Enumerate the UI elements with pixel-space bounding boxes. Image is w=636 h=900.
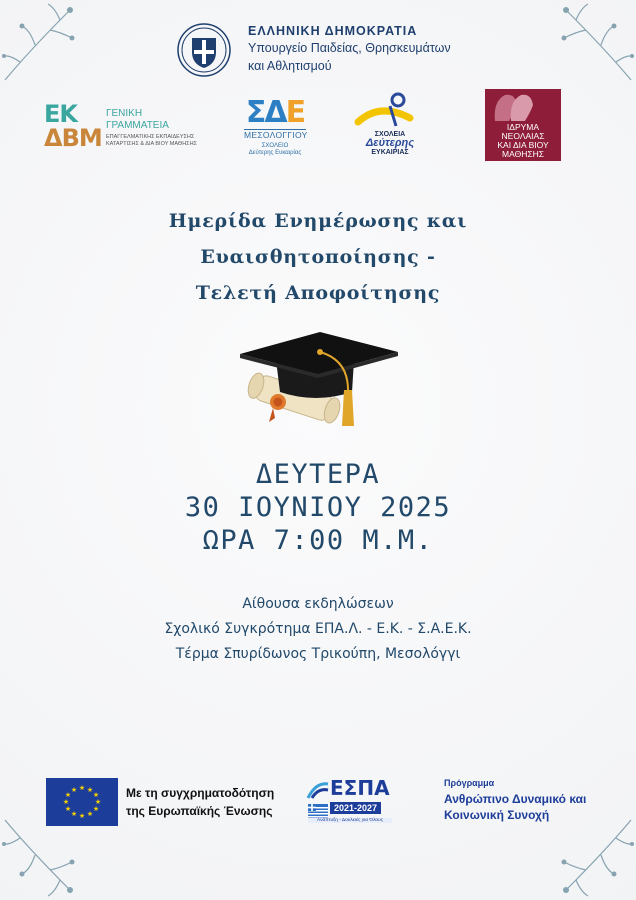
svg-text:★: ★ <box>70 810 78 818</box>
event-title-line-1: Ημερίδα Ενημέρωσης και <box>168 210 468 232</box>
event-day: ΔΕΥΤΕΡΑ <box>255 459 381 490</box>
ministry-line-1: Υπουργείο Παιδείας, Θρησκευμάτων <box>248 41 451 55</box>
espa-swoosh-icon <box>306 780 330 800</box>
eu-flag-icon <box>46 778 118 826</box>
program-name-2: Κοινωνική Συνοχή <box>444 808 550 822</box>
event-title-line-3: Τελετή Αποφοίτησης <box>195 282 441 304</box>
event-datetime <box>118 458 518 557</box>
greek-emblem-icon <box>176 22 232 78</box>
espa-word: ΕΣΠΑ <box>330 776 390 800</box>
svg-text:★: ★ <box>70 786 78 794</box>
event-title-line-2: Ευαισθητοποίησης - <box>200 246 436 268</box>
profiles-icon <box>485 89 561 123</box>
ekdbm-line-2: ΓΡΑΜΜΑΤΕΙΑ <box>106 120 169 131</box>
svg-text:★: ★ <box>92 805 100 813</box>
svg-text:★: ★ <box>92 791 100 799</box>
svg-text:★: ★ <box>86 786 94 794</box>
event-title <box>80 203 556 311</box>
svg-text:★: ★ <box>86 810 94 818</box>
espa-years: 2021-2027 <box>330 802 381 814</box>
venue-block <box>90 592 546 667</box>
ekdbm-small-1: ΕΠΑΓΓΕΛΜΑΤΙΚΗΣ ΕΚΠΑΙΔΕΥΣΗΣ <box>106 134 195 140</box>
ministry-line-2: και Αθλητισμού <box>248 59 332 73</box>
program-block <box>444 778 586 823</box>
sde-sub-2: Δεύτερης Ευκαιρίας <box>248 150 302 156</box>
ined-line-2: ΝΕΟΛΑΙΑΣ <box>501 131 545 141</box>
ekdbm-small-2: ΚΑΤΑΡΤΙΣΗΣ & ΔΙΑ ΒΙΟΥ ΜΑΘΗΣΗΣ <box>106 141 197 147</box>
eu-line-2: της Ευρωπαϊκής Ένωσης <box>126 804 273 818</box>
funding-footer <box>0 770 636 840</box>
sxol-line-2: Δεύτερης <box>365 137 415 149</box>
event-time: ΩΡΑ 7:00 Μ.Μ. <box>202 525 434 556</box>
sde-sub-1: ΣΧΟΛΕΙΟ <box>261 143 289 149</box>
program-label: Πρόγραμμα <box>444 778 495 788</box>
svg-text:★: ★ <box>64 791 72 799</box>
eu-line-1: Με τη συγχρηματοδότηση <box>126 786 275 800</box>
ined-line-4: ΜΑΘΗΣΗΣ <box>502 149 544 159</box>
ministry-header <box>176 22 516 78</box>
svg-text:★: ★ <box>78 784 86 792</box>
ined-line-1: ΙΔΡΥΜΑ <box>506 122 540 132</box>
venue-line-1: Αίθουσα εκδηλώσεων <box>242 596 394 612</box>
venue-line-2: Σχολικό Συγκρότημα ΕΠΑ.Λ. - Ε.Κ. - Σ.Α.Ε.Κ. <box>164 621 472 637</box>
sde-logo <box>240 95 310 164</box>
ekdbm-mark: ΕΚ ΔΒΜ <box>44 100 102 152</box>
program-name-1: Ανθρώπινο Δυναμικό και <box>444 792 587 806</box>
republic-title: ΕΛΛΗΝΙΚΗ ΔΗΜΟΚΡΑΤΙΑ <box>248 24 418 38</box>
ekdbm-line-1: ΓΕΝΙΚΗ <box>106 108 143 119</box>
floral-corner-top-left <box>0 0 90 90</box>
graduation-cap-icon <box>236 330 402 435</box>
sde-mark: ΣΔΕ <box>245 95 305 130</box>
venue-line-3: Τέρμα Σπυρίδωνος Τρικούπη, Μεσολόγγι <box>175 646 461 662</box>
svg-text:★: ★ <box>94 798 102 806</box>
svg-text:★: ★ <box>78 812 86 820</box>
greek-flag-icon <box>308 804 328 818</box>
figure-swoosh-icon <box>350 92 428 132</box>
svg-text:★: ★ <box>62 798 70 806</box>
sxol-line-1: ΣΧΟΛΕΙΑ <box>374 131 406 138</box>
ekdbm-logo <box>44 102 204 154</box>
sde-city: ΜΕΣΟΛΟΓΓΙΟΥ <box>244 130 308 140</box>
sxol-line-3: ΕΥΚΑΙΡΙΑΣ <box>371 149 409 156</box>
event-date: 30 ΙΟΥΝΙΟΥ 2025 <box>184 492 452 523</box>
second-chance-schools-logo <box>350 92 428 160</box>
floral-corner-top-right <box>546 0 636 90</box>
svg-text:★: ★ <box>64 805 72 813</box>
inedivim-logo <box>485 89 561 161</box>
espa-logo <box>306 776 390 832</box>
espa-tagline: Ανάπτυξη - Δουλειές για Όλους <box>308 818 392 823</box>
ined-line-3: ΚΑΙ ΔΙΑ ΒΙΟΥ <box>497 140 549 150</box>
